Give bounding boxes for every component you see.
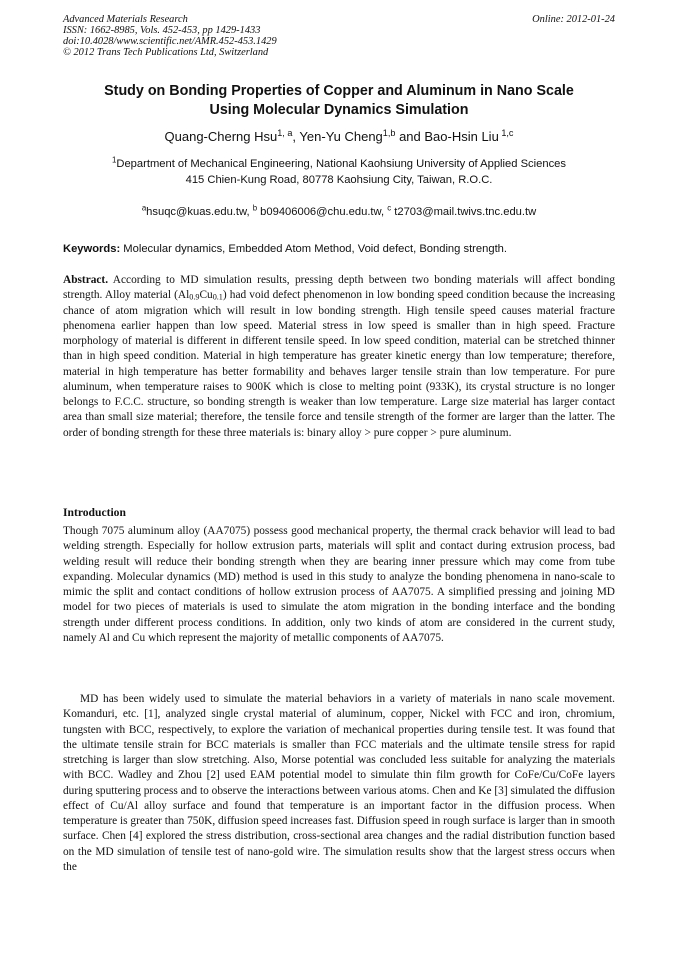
paragraph: [63, 524, 615, 646]
author-name: Quang-Cherng Hsu: [164, 129, 278, 144]
paragraph-text: Though 7075 aluminum alloy (AA7075) possess good mechanical property, the thermal crack behavior will lead to bad welding strength. Especially for hollow extrusion parts, materials will split and contact during extrusion process, bad welding result will reduce their bonding strength when they are bearing inner pressure which may come from tube expanding. Molecular dynamics (MD) method is used in this study to analyze the bonding phenomena in nano-scale to mimic the split and contact conditions of hollow extrusion process of AA7075. A simplified pressing and joining MD model for two pieces of materials is used to simulate the atom migration in the bonding interface and the bonding strength under different process conditions. In addition, only two kinds of atom are considered in the current study, namely Al and Cu which represent the majority of metallic components of AA7075.: [63, 525, 615, 644]
paper-title: [40, 82, 638, 120]
paragraph-text: MD has been widely used to simulate the material behaviors in a variety of materials in nano scale movement. Komanduri, etc. [1], analyzed single crystal material of aluminum, copper, Nickel with FCC and iron, chromium, tungsten with BCC, respectively, to explore the variation of mechanical properties during tensile test. It was found that the ultimate tensile strain for BCC materials is smaller than FCC materials and the ultimate tensile stress for rapid stretching is larger than slow stretching. Also, Morse potential was concluded less suitable for analyzing the materials with BCC. Wadley and Zhou [2] used EAM potential model to simulate thin film growth for CoFe/Cu/CoFe layers during sputtering process and to observe the interactions between various atoms. Chen and Ke [3] simulated the diffusion effect of Cu/Al alloy surface and found that temperature is an important factor in the diffusion process. When temperature is greater than 750K, diffusion speed increases fast. Diffusion speed in rough surface is larger than in smooth surface. Chen [4] explored the stress distribution, cross-sectional area changes and the radial distribution function based on the MD simulation of tensile test of nano-gold wire. The simulation results show that the largest stress occurs when the: [63, 693, 615, 873]
author-name: Bao-Hsin Liu: [424, 129, 499, 144]
affiliation-marker: 1: [112, 155, 117, 165]
running-header: [63, 14, 615, 58]
email-marker: c: [387, 203, 392, 213]
author-affiliation-marker: 1,b: [382, 128, 396, 138]
email-address: b09406006@chu.edu.tw,: [257, 206, 388, 218]
abstract-label: Abstract.: [63, 274, 109, 286]
keywords-label: Keywords:: [63, 243, 121, 255]
subscript: 0.1: [212, 292, 223, 302]
author-affiliation-marker: 1, a: [277, 128, 293, 138]
abstract-text: Cu: [199, 289, 213, 302]
email-marker: a: [141, 203, 147, 213]
keywords-text: Molecular dynamics, Embedded Atom Method, Void defect, Bonding strength.: [120, 243, 508, 255]
author-emails: [40, 205, 638, 219]
email-address: t2703@mail.twivs.tnc.edu.tw: [391, 206, 537, 218]
email-address: hsuqc@kuas.edu.tw,: [146, 206, 253, 218]
abstract: [63, 273, 615, 441]
author-list: [40, 129, 638, 145]
doi-line: doi:10.4028/www.scientific.net/AMR.452-453.1429: [63, 36, 277, 47]
copyright-line: © 2012 Trans Tech Publications Ltd, Switzerland: [63, 47, 269, 58]
issn-line: ISSN: 1662-8985, Vols. 452-453, pp 1429-1433: [63, 25, 261, 36]
title-line-2: Using Molecular Dynamics Simulation: [209, 102, 469, 118]
abstract-text: ) had void defect phenomenon in low bonding speed condition because the increasing chance of atom migration which will result in low bonding strength. High tensile speed causes material fracture phenomena earlier happen than low speed. Material stress in low speed is smaller than in high speed. Fracture morphology of material is different in different tensile speed. In low speed condition, material can be stretched thinner than in high speed condition. Material in high temperature has greater kinetic energy than low temperature; therefore, material in high temperature has better formability and behaves larger tensile strain than low temperature. For pure aluminum, when temperature raises to 900K which is close to melting point (933K), its crystal structure is no longer belongs to F.C.C. structure, so bonding strength is weaker than low temperature. Large size material has larger contact area than small size material; therefore, the tensile force and tensile strength of the former are larger than the latter. The order of bonding strength for these three materials is: binary alloy > pure copper > pure aluminum.: [63, 289, 615, 439]
affiliation-line-1: Department of Mechanical Engineering, National Kaohsiung University of Applied Sciences: [116, 158, 566, 170]
affiliation: [40, 156, 638, 188]
affiliation-line-2: 415 Chien-Kung Road, 80778 Kaohsiung City, Taiwan, R.O.C.: [185, 174, 493, 186]
abstract-text: According to MD simulation results, pressing depth between two bonding materials will affect bonding strength. Alloy material (Al: [63, 274, 615, 302]
email-marker: b: [252, 203, 258, 213]
author-affiliation-marker: 1,c: [498, 128, 514, 138]
title-line-1: Study on Bonding Properties of Copper and Aluminum in Nano Scale: [104, 83, 574, 99]
journal-name: Advanced Materials Research: [63, 14, 188, 25]
subscript: 0.9: [189, 292, 200, 302]
keywords: [63, 242, 615, 256]
author-name: Yen-Yu Cheng: [299, 129, 383, 144]
online-date: Online: 2012-01-24: [532, 14, 615, 25]
paragraph: [63, 692, 615, 875]
author-separator: ,: [292, 129, 300, 144]
section-heading-introduction: Introduction: [63, 506, 126, 519]
author-separator: and: [395, 129, 425, 144]
